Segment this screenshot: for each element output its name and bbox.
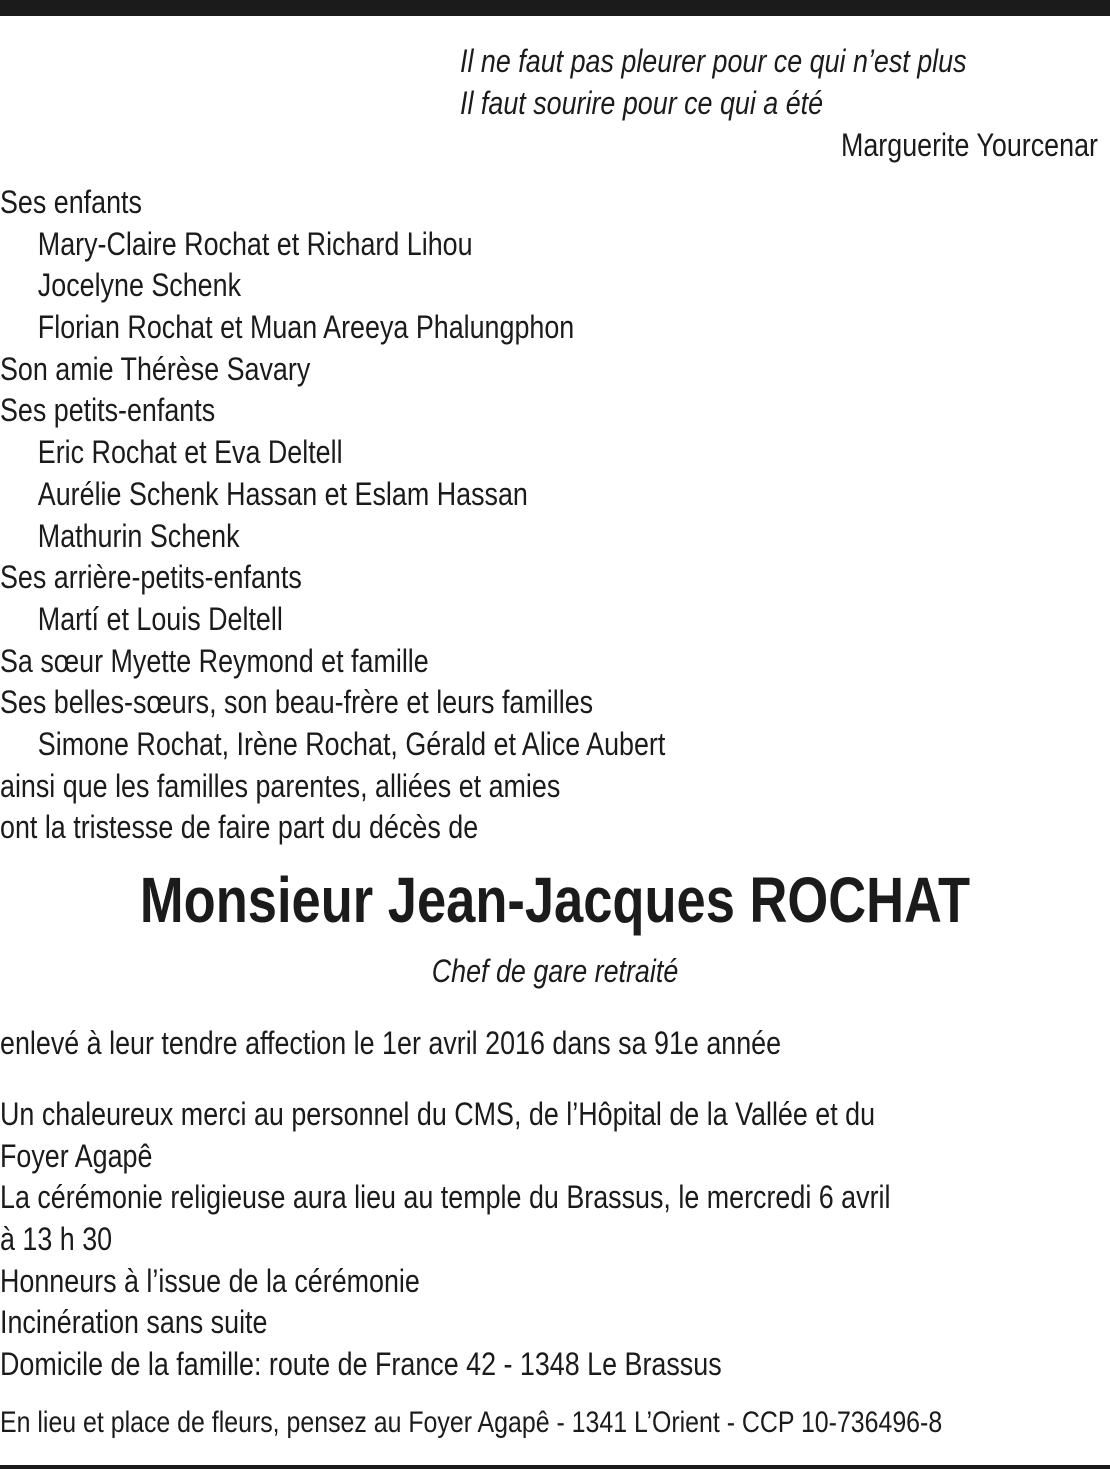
details-line: Incinération sans suite (0, 1304, 268, 1341)
family-member-line: Mary-Claire Rochat et Richard Lihou (37, 225, 473, 262)
details-line: La cérémonie religieuse aura lieu au temple du Brassus, le mercredi 6 avril (0, 1179, 891, 1216)
family-member-line: Jocelyne Schenk (37, 267, 242, 304)
deceased-occupation: Chef de gare retraité (431, 953, 679, 989)
family-member-line: Mathurin Schenk (37, 517, 240, 554)
family-group-line: Ses enfants (0, 184, 142, 220)
ceremony-details (0, 1094, 890, 1386)
family-member-line: Aurélie Schenk Hassan et Eslam Hassan (37, 475, 528, 512)
details-line: à 13 h 30 (0, 1221, 113, 1258)
family-group-line: Ses petits-enfants (0, 392, 216, 429)
bottom-border (0, 1465, 1110, 1469)
family-member-line: Simone Rochat, Irène Rochat, Gérald et Alice Aubert (37, 725, 666, 762)
details-line: Foyer Agapê (0, 1137, 153, 1174)
family-member-line: Florian Rochat et Muan Areeya Phalungphon (37, 309, 575, 346)
details-line: Honneurs à l’issue de la cérémonie (0, 1262, 420, 1299)
family-group-line: Sa sœur Myette Reymond et famille (0, 642, 429, 679)
family-member-line: Eric Rochat et Eva Deltell (37, 434, 343, 471)
epigraph (460, 40, 1006, 124)
donation-note: En lieu et place de fleurs, pensez au Foyer Agapê - 1341 L’Orient - CCP 10-736496-8 (0, 1406, 943, 1439)
epigraph-line: Il faut sourire pour ce qui a été (460, 85, 824, 121)
details-line: Un chaleureux merci au personnel du CMS, de l’Hôpital de la Vallée et du (0, 1096, 876, 1132)
family-member-line: Martí et Louis Deltell (37, 600, 283, 637)
top-border (0, 0, 1110, 16)
epigraph-line: Il ne faut pas pleurer pour ce qui n’est plus (460, 43, 967, 79)
family-group-line: Ses arrière-petits-enfants (0, 559, 302, 596)
family-group-line: ainsi que les familles parentes, alliées et amies (0, 767, 561, 804)
family-group-line: Son amie Thérèse Savary (0, 350, 311, 387)
family-group-line: Ses belles-sœurs, son beau-frère et leurs familles (0, 684, 594, 721)
family-list (0, 182, 665, 849)
family-group-line: ont la tristesse de faire part du décès de (0, 809, 479, 846)
epigraph-author: Marguerite Yourcenar (840, 127, 1098, 163)
deceased-name: Monsieur Jean-Jacques ROCHAT (139, 864, 971, 936)
details-line: Domicile de la famille: route de France 42 - 1348 Le Brassus (0, 1346, 722, 1383)
death-date-line: enlevé à leur tendre affection le 1er avril 2016 dans sa 91e année (0, 1025, 782, 1061)
